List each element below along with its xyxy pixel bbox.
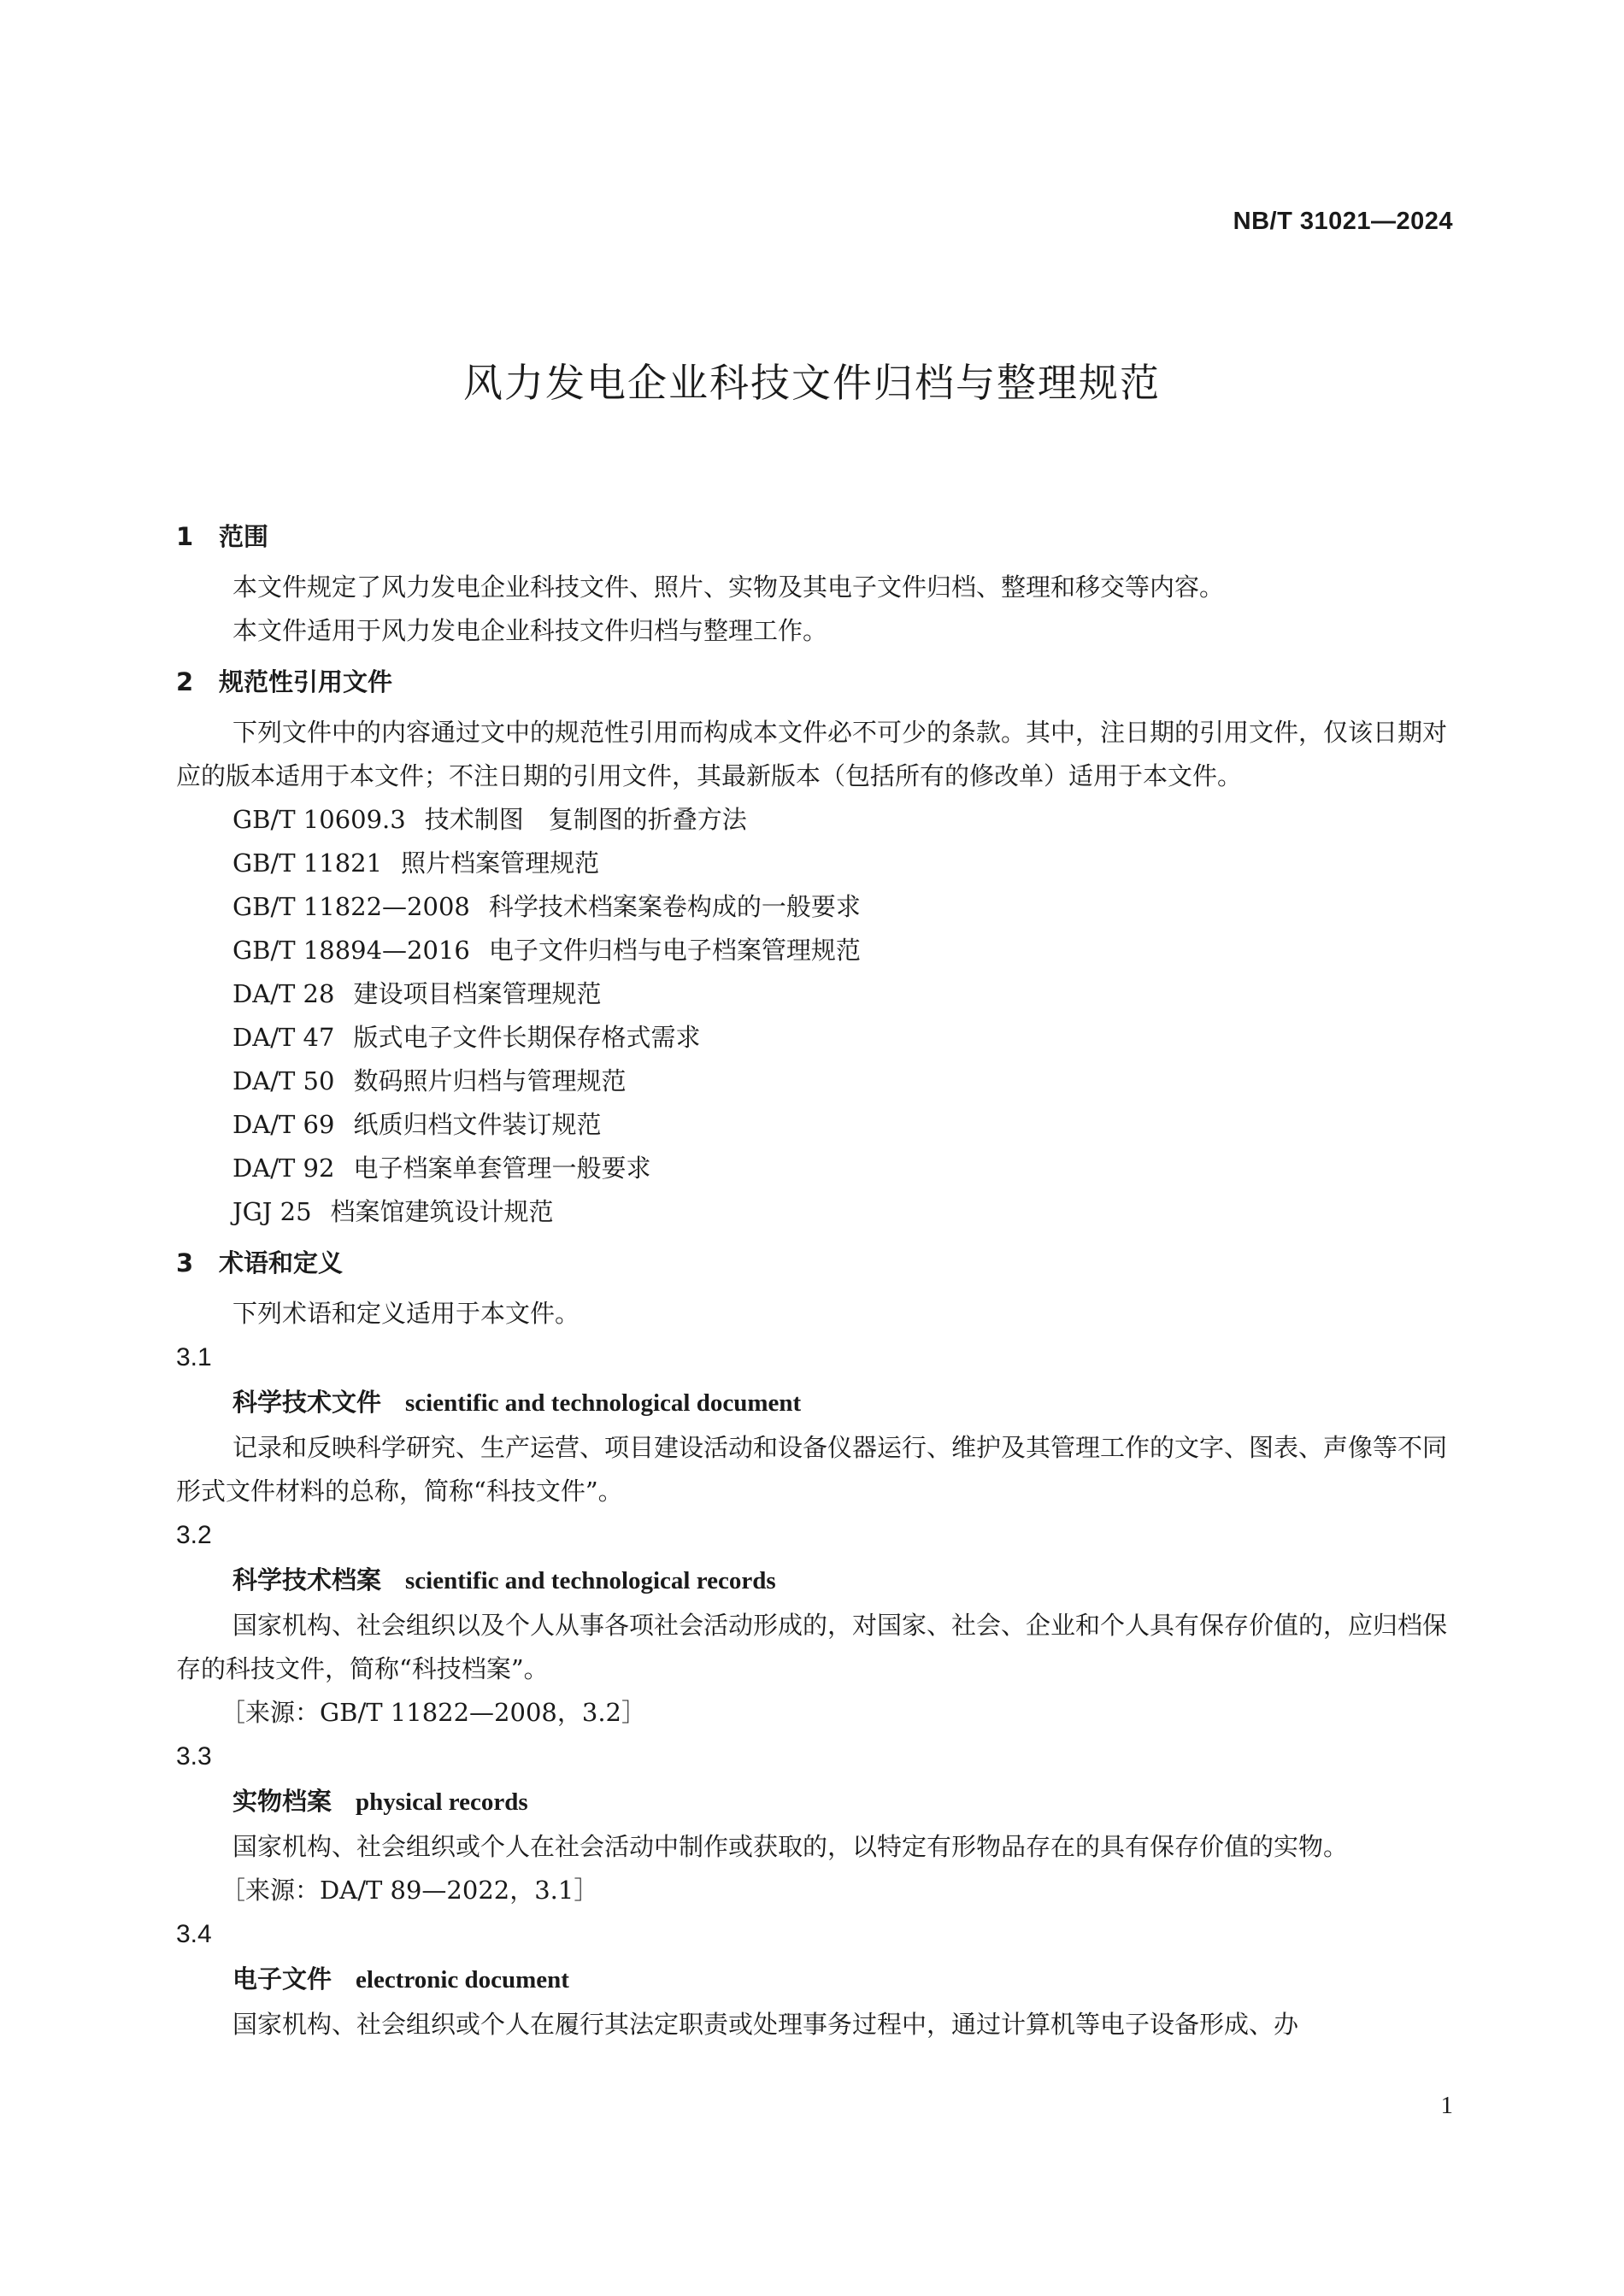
term-source: ［来源：GB/T 11822—2008，3.2］	[221, 1698, 646, 1727]
reference-title: 技术制图 复制图的折叠方法	[424, 805, 747, 834]
term-en: scientific and technological records	[405, 1567, 776, 1594]
reference-code: GB/T 18894—2016	[232, 936, 470, 965]
reference-title: 电子档案单套管理一般要求	[353, 1154, 651, 1183]
reference-item	[176, 1016, 1467, 1060]
paragraph: 本文件规定了风力发电企业科技文件、照片、实物及其电子文件归档、整理和移交等内容。	[232, 573, 1225, 602]
reference-code: DA/T 69	[232, 1110, 335, 1139]
reference-title: 建设项目档案管理规范	[353, 979, 602, 1008]
section-heading-terms	[176, 1239, 1467, 1287]
reference-title: 照片档案管理规范	[401, 849, 600, 878]
standard-code: NB/T 31021—2024	[1233, 208, 1453, 235]
term-en: physical records	[356, 1788, 528, 1816]
term-heading	[176, 1557, 1467, 1604]
reference-item	[176, 1147, 1467, 1190]
reference-code: DA/T 50	[232, 1066, 335, 1095]
term-en: electronic document	[356, 1966, 569, 1994]
term-zh: 电子文件	[232, 1964, 332, 1994]
reference-code: DA/T 92	[232, 1154, 335, 1183]
term-definition: 记录和反映科学研究、生产运营、项目建设活动和设备仪器运行、维护及其管理工作的文字、图表、声像等不同形式文件材料的总称，简称“科技文件”。	[176, 1433, 1448, 1506]
term-definition: 国家机构、社会组织或个人在社会活动中制作或获取的，以特定有形物品存在的具有保存价值的实物。	[232, 1832, 1349, 1861]
term-definition: 国家机构、社会组织或个人在履行其法定职责或处理事务过程中，通过计算机等电子设备形成、办	[232, 2010, 1299, 2039]
reference-title: 档案馆建筑设计规范	[330, 1197, 554, 1226]
reference-item	[176, 1060, 1467, 1103]
clause-number: 3.4	[176, 1920, 212, 1948]
section-title: 术语和定义	[219, 1248, 344, 1277]
page-number: 1	[1440, 2092, 1453, 2119]
reference-title: 数码照片归档与管理规范	[353, 1066, 627, 1095]
reference-title: 纸质归档文件装订规范	[353, 1110, 602, 1139]
reference-code: GB/T 11822—2008	[232, 892, 470, 921]
term-heading	[176, 1379, 1467, 1426]
term-en: scientific and technological document	[405, 1389, 802, 1417]
section-title: 规范性引用文件	[219, 667, 393, 696]
section-heading-scope	[176, 513, 1467, 561]
section-title: 范围	[219, 522, 269, 551]
paragraph: 下列文件中的内容通过文中的规范性引用而构成本文件必不可少的条款。其中，注日期的引用文件，仅该日期对应的版本适用于本文件；不注日期的引用文件，其最新版本（包括所有的修改单）适用于本文件。	[176, 718, 1448, 790]
reference-code: JGJ 25	[232, 1197, 312, 1226]
clause-number: 3.3	[176, 1742, 212, 1770]
section-number: 3	[176, 1248, 194, 1277]
document-body	[176, 513, 1467, 2046]
reference-item	[176, 1103, 1467, 1147]
term-zh: 科学技术文件	[232, 1388, 382, 1417]
clause-number: 3.1	[176, 1343, 212, 1371]
term-zh: 实物档案	[232, 1787, 332, 1816]
reference-item	[176, 885, 1467, 929]
paragraph: 下列术语和定义适用于本文件。	[232, 1299, 580, 1328]
section-heading-normative-references	[176, 658, 1467, 706]
reference-item	[176, 1190, 1467, 1234]
reference-title: 科学技术档案案卷构成的一般要求	[488, 892, 861, 921]
reference-item	[176, 842, 1467, 885]
clause-number: 3.2	[176, 1521, 212, 1549]
term-source: ［来源：DA/T 89—2022，3.1］	[221, 1876, 599, 1905]
reference-code: DA/T 28	[232, 979, 335, 1008]
paragraph: 本文件适用于风力发电企业科技文件归档与整理工作。	[232, 616, 828, 645]
reference-item	[176, 929, 1467, 972]
term-heading	[176, 1778, 1467, 1825]
reference-code: GB/T 10609.3	[232, 805, 406, 834]
reference-item	[176, 798, 1467, 842]
reference-title: 电子文件归档与电子档案管理规范	[488, 936, 861, 965]
reference-item	[176, 972, 1467, 1016]
reference-code: GB/T 11821	[232, 849, 383, 878]
reference-title: 版式电子文件长期保存格式需求	[353, 1023, 701, 1052]
term-definition: 国家机构、社会组织以及个人从事各项社会活动形成的，对国家、社会、企业和个人具有保存价值的，应归档保存的科技文件，简称“科技档案”。	[176, 1611, 1448, 1683]
section-number: 1	[176, 522, 194, 551]
section-number: 2	[176, 667, 194, 696]
term-heading	[176, 1956, 1467, 2003]
reference-code: DA/T 47	[232, 1023, 335, 1052]
term-zh: 科学技术档案	[232, 1565, 382, 1594]
document-title: 风力发电企业科技文件归档与整理规范	[463, 360, 1161, 406]
